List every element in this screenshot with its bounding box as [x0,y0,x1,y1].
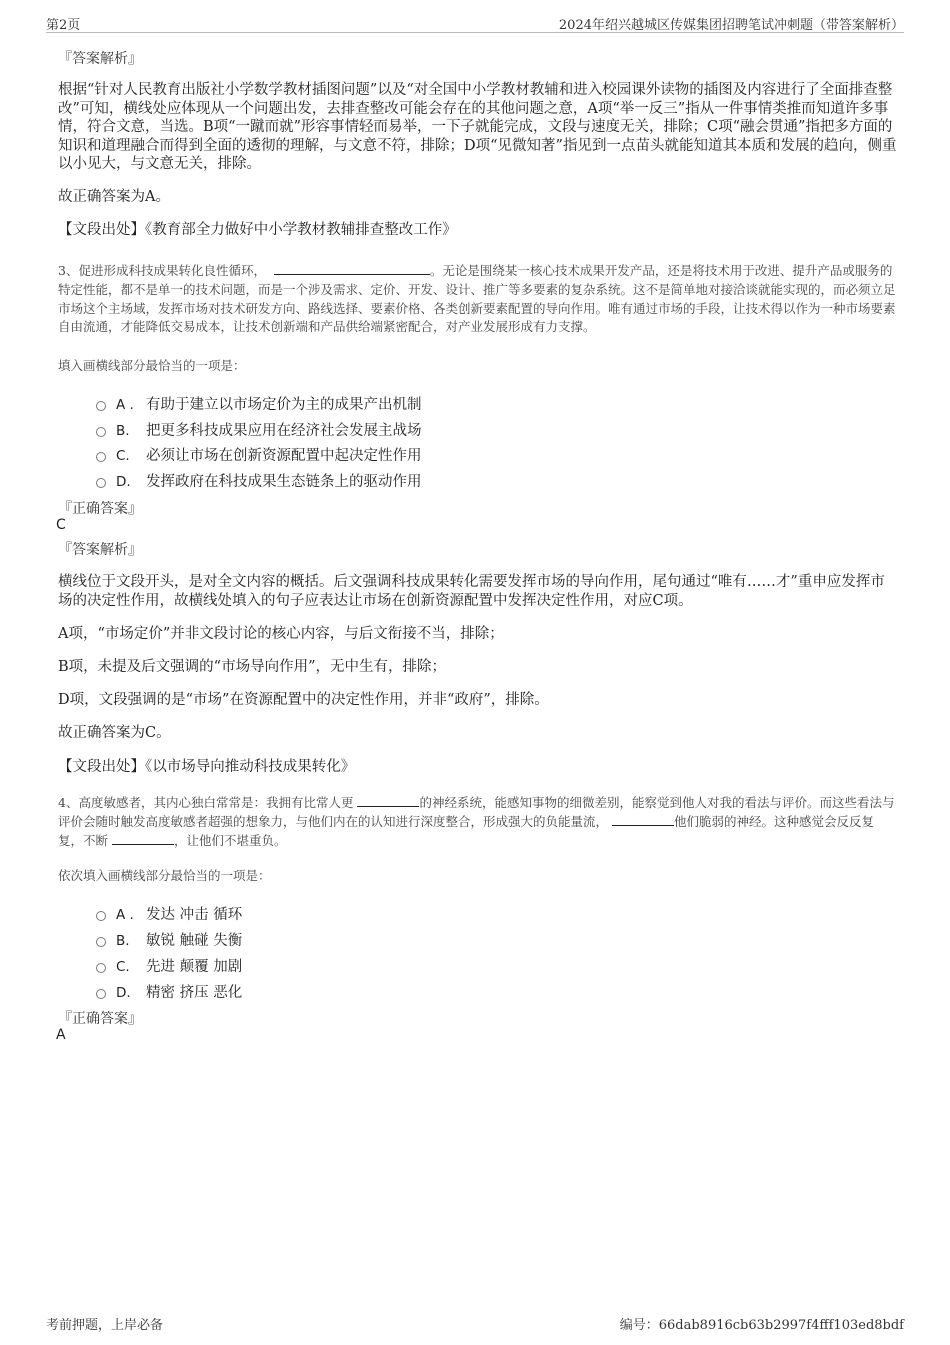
q3-option-a[interactable]: A . 有助于建立以市场定价为主的成果产出机制 [96,393,422,413]
q4-correct-answer: A [56,1027,66,1043]
q3-stem-part-b: 。无论是围绕某一核心技术成果开发产品，还是将技术用于改进、提升产品或服务的特定性能，都不是单一的技术问题，而是一个涉及需求、定价、开发、设计、推广等多要素的复杂系统。这不是简单地对接洽谈就能实现的，而必须立足市场这个主场域，发挥市场对技术研发方向、路线选择、要素价格、各类创新要素配置的导向作用。唯有通过市场的手段，让技术得以作为一种市场要素自由流通，才能降低交易成本，让技术创新端和产品供给端紧密配合，对产业发展形成有力支撑。 [58,263,896,335]
q4-number: 4、 [58,795,79,810]
q4-stem-part-a: 高度敏感者，其内心独白常常是：我拥有比常人更 [78,795,354,810]
radio-icon[interactable] [96,989,106,999]
q4-prompt: 依次填入画横线部分最恰当的一项是： [58,868,271,883]
radio-icon[interactable] [96,478,106,488]
q3-blank [274,262,430,275]
q3-prompt: 填入画横线部分最恰当的一项是： [58,358,246,373]
q4-stem-part-c: 他们脆弱的神经。这种感觉会反反复复，不断 [58,813,875,848]
q2-analysis-label: 『答案解析』 [58,51,142,67]
q3-stem [58,262,898,337]
q4-stem-part-b: 的神经系统，能感知事物的细微差别，能察觉到他人对我的看法与评价。而这些看法与评价会随时触发高度敏感者超强的想象力，与他们内在的认知进行深度整合，形成强大的负能量流， [58,795,895,829]
radio-icon[interactable] [96,401,106,411]
q4-option-c[interactable]: C. 先进 颠覆 加剧 [96,955,242,975]
q4-correct-label: 『正确答案』 [58,1011,142,1027]
q2-source: 【文段出处】《教育部全力做好中小学教材教辅排查整改工作》 [58,222,457,238]
q3-number: 3、 [58,263,79,278]
document-code: 编号：66dab8916cb63b2997f4fff103ed8bdf [619,1318,904,1333]
page-number: 第2页 [46,18,81,33]
q3-analysis-text: 横线位于文段开头，是对全文内容的概括。后文强调科技成果转化需要发挥市场的导向作用，尾句通过“唯有……才”重申应发挥市场的决定性作用，故横线处填入的句子应表达让市场在创新资源配置中发挥决定性作用，对应C项。 [58,574,885,609]
q2-conclusion: 故正确答案为A。 [58,189,170,205]
q3-option-d[interactable]: D. 发挥政府在科技成果生态链条上的驱动作用 [96,470,422,490]
q4-blank-2 [612,813,674,826]
radio-icon[interactable] [96,452,106,462]
page-header [46,14,904,33]
document-title: 2024年绍兴越城区传媒集团招聘笔试冲刺题（带答案解析） [558,18,904,33]
q3-option-c[interactable]: C. 必须让市场在创新资源配置中起决定性作用 [96,444,422,464]
q4-blank-1 [357,794,419,807]
q3-note-a: A项，“市场定价”并非文段讨论的核心内容，与后文衔接不当，排除； [58,626,504,642]
q3-analysis-label: 『答案解析』 [58,542,142,558]
q3-note-b: B项，未提及后文强调的“市场导向作用”，无中生有，排除； [58,659,446,675]
q3-correct-label: 『正确答案』 [58,501,142,517]
q4-blank-3 [112,832,174,845]
radio-icon[interactable] [96,937,106,947]
footer-slogan: 考前押题，上岸必备 [46,1318,164,1333]
q3-conclusion: 故正确答案为C。 [58,725,171,741]
q3-stem-part-a: 促进形成科技成果转化良性循环， [78,263,266,278]
q4-option-b[interactable]: B. 敏锐 触碰 失衡 [96,929,242,949]
radio-icon[interactable] [96,911,106,921]
q3-correct-answer: C [56,517,66,533]
q3-source: 【文段出处】《以市场导向推动科技成果转化》 [58,759,356,775]
q4-option-d[interactable]: D. 精密 挤压 恶化 [96,981,242,1001]
radio-icon[interactable] [96,963,106,973]
q3-note-d: D项，文段强调的是“市场”在资源配置中的决定性作用，并非“政府”，排除。 [58,692,549,708]
q3-option-b[interactable]: B. 把更多科技成果应用在经济社会发展主战场 [96,419,422,439]
q4-stem [58,794,898,850]
radio-icon[interactable] [96,427,106,437]
q4-stem-part-d: ，让他们不堪重负。 [174,832,287,848]
q2-analysis-text: 根据“针对人民教育出版社小学数学教材插图问题”以及“对全国中小学教材教辅和进入校园课外读物的插图及内容进行了全面排查整改”可知，横线处应体现从一个问题出发，去排查整改可能会存在的其他问题之意，A项“举一反三”指从一件事情类推而知道许多事情，符合文意，当选。B项“一蹴而就”形容事情轻而易举，一下子就能完成，文段与速度无关，排除；C项“融会贯通”指把多方面的知识和道理融合而得到全面的透彻的理解，与文意不符，排除；D项“见微知著”指见到一点苗头就能知道其本质和发展的趋向，侧重以小见大，与文意无关，排除。 [58,82,897,172]
q4-option-a[interactable]: A . 发达 冲击 循环 [96,903,242,923]
